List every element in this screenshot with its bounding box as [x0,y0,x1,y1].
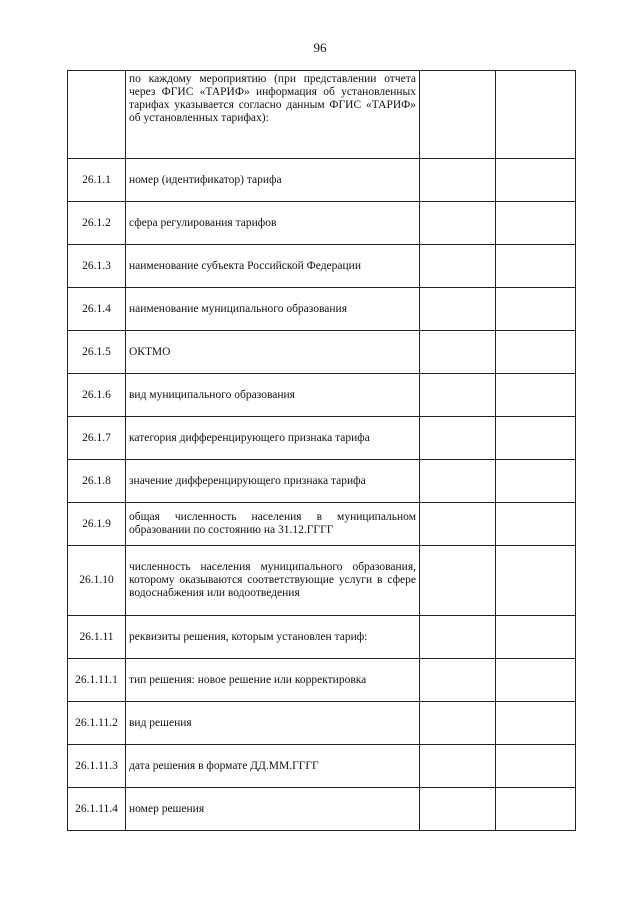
row-number: 26.1.6 [68,374,126,417]
row-description: вид муниципального образования [126,374,420,417]
table-row [68,71,576,159]
table-row [68,616,576,659]
row-number: 26.1.3 [68,245,126,288]
value-cell [496,245,576,288]
row-number: 26.1.11.1 [68,659,126,702]
row-description: численность населения муниципального образования, которому оказываются соответствующие услуги в сфере водоснабжения или водоотведения [126,546,420,616]
row-description: наименование муниципального образования [126,288,420,331]
value-cell [496,745,576,788]
row-description: категория дифференцирующего признака тарифа [126,417,420,460]
table-row [68,460,576,503]
value-cell [420,788,496,831]
value-cell [420,159,496,202]
value-cell [496,202,576,245]
row-description: сфера регулирования тарифов [126,202,420,245]
value-cell [420,702,496,745]
table-row [68,788,576,831]
table-row [68,288,576,331]
value-cell [496,616,576,659]
row-number [68,71,126,159]
row-number: 26.1.9 [68,503,126,546]
value-cell [496,503,576,546]
value-cell [420,659,496,702]
value-cell [496,288,576,331]
table-row [68,331,576,374]
row-number: 26.1.5 [68,331,126,374]
value-cell [496,331,576,374]
row-number: 26.1.11 [68,616,126,659]
value-cell [420,546,496,616]
value-cell [496,159,576,202]
row-description: тип решения: новое решение или корректировка [126,659,420,702]
page-number: 96 [313,40,327,55]
row-description: ОКТМО [126,331,420,374]
value-cell [496,374,576,417]
row-number: 26.1.11.2 [68,702,126,745]
value-cell [420,71,496,159]
row-number: 26.1.8 [68,460,126,503]
value-cell [420,331,496,374]
table-row [68,245,576,288]
row-number: 26.1.2 [68,202,126,245]
table-row [68,659,576,702]
row-description: вид решения [126,702,420,745]
row-number: 26.1.1 [68,159,126,202]
table-row [68,202,576,245]
table-row [68,159,576,202]
table-row [68,374,576,417]
row-description: дата решения в формате ДД.ММ.ГГГГ [126,745,420,788]
value-cell [496,546,576,616]
table-row [68,745,576,788]
value-cell [420,417,496,460]
row-description: общая численность населения в муниципальном образовании по состоянию на 31.12.ГГГГ [126,503,420,546]
value-cell [420,288,496,331]
value-cell [496,71,576,159]
value-cell [420,745,496,788]
row-number: 26.1.7 [68,417,126,460]
row-description: реквизиты решения, которым установлен тариф: [126,616,420,659]
value-cell [496,417,576,460]
table-row [68,417,576,460]
value-cell [496,702,576,745]
value-cell [496,659,576,702]
value-cell [420,245,496,288]
indicator-table [67,70,576,831]
table-row [68,702,576,745]
value-cell [496,788,576,831]
value-cell [420,460,496,503]
row-description: номер решения [126,788,420,831]
value-cell [420,374,496,417]
row-description: по каждому мероприятию (при представлении отчета через ФГИС «ТАРИФ» информация об установленных тарифах указывается согласно данным ФГИС «ТАРИФ» об установленных тарифах): [126,71,420,159]
value-cell [420,616,496,659]
row-description: значение дифференцирующего признака тарифа [126,460,420,503]
value-cell [496,460,576,503]
row-description: номер (идентификатор) тарифа [126,159,420,202]
row-number: 26.1.10 [68,546,126,616]
row-description: наименование субъекта Российской Федерации [126,245,420,288]
table-row [68,546,576,616]
row-number: 26.1.11.4 [68,788,126,831]
value-cell [420,202,496,245]
table-row [68,503,576,546]
row-number: 26.1.4 [68,288,126,331]
value-cell [420,503,496,546]
row-number: 26.1.11.3 [68,745,126,788]
